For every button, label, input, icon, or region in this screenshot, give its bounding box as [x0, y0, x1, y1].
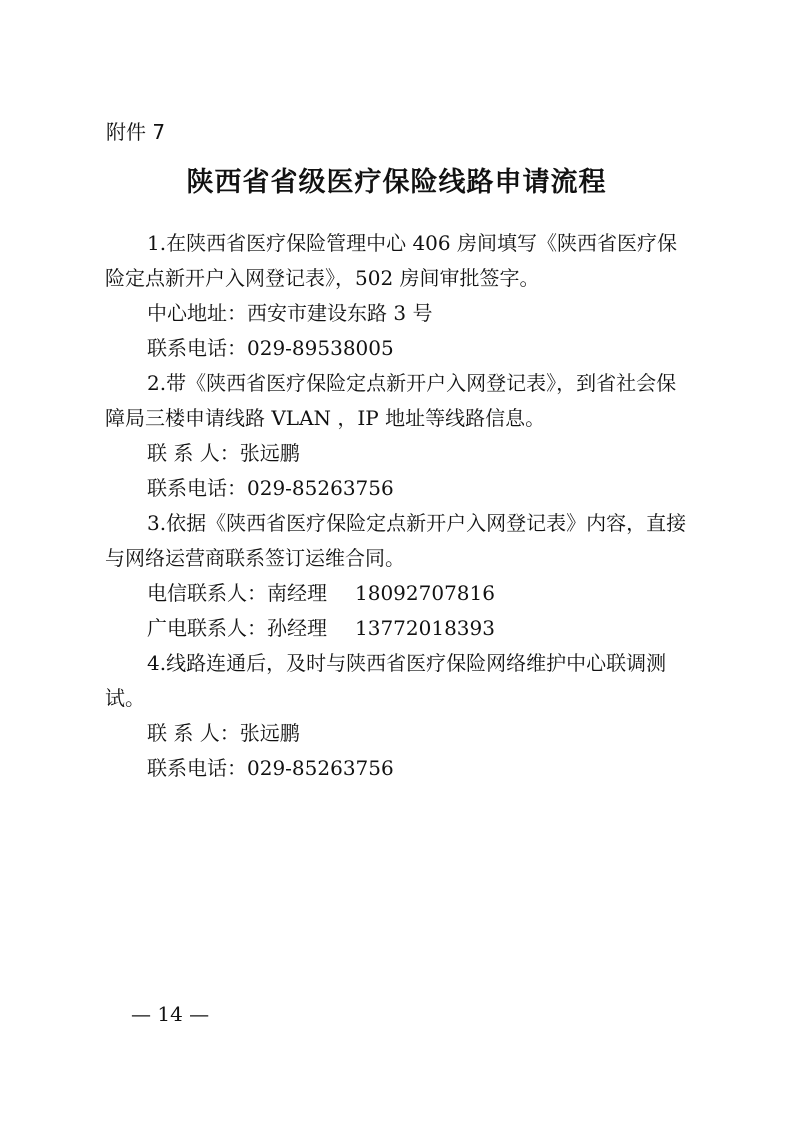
telecom-contact-phone: 18092707816 — [355, 581, 495, 605]
step-4-text: 4.线路连通后，及时与陕西省医疗保险网络维护中心联调测试。 — [105, 651, 667, 710]
page-title: 陕西省省级医疗保险线路申请流程 — [186, 167, 607, 198]
attachment-label: 附件 7 — [106, 120, 166, 144]
document-body — [105, 226, 690, 786]
phone-label: 联系电话： — [147, 476, 247, 500]
step-1-text: 1.在陕西省医疗保险管理中心 406 房间填写《陕西省医疗保险定点新开户入网登记表》，502 房间审批签字。 — [105, 231, 677, 290]
contact-person-label: 联 系 人： — [147, 721, 240, 745]
step-1-phone — [105, 331, 690, 366]
step-2-contact-person — [105, 436, 690, 471]
contact-person-label: 联 系 人： — [147, 441, 240, 465]
address-value: 西安市建设东路 3 号 — [247, 301, 433, 325]
step-3-broadcast-contact — [105, 611, 690, 646]
step-3-text: 3.依据《陕西省医疗保险定点新开户入网登记表》内容，直接与网络运营商联系签订运维合同。 — [105, 511, 687, 570]
telecom-contact-label: 电信联系人： — [147, 581, 267, 605]
broadcast-contact-name: 孙经理 — [267, 616, 327, 640]
step-2-text: 2.带《陕西省医疗保险定点新开户入网登记表》，到省社会保障局三楼申请线路 VLAN ，IP 地址等线路信息。 — [105, 371, 677, 430]
page-number: — 14 — — [131, 1002, 210, 1026]
broadcast-contact-label: 广电联系人： — [147, 616, 267, 640]
step-1-address — [105, 296, 690, 331]
phone-value: 029-85263756 — [247, 476, 394, 500]
telecom-contact-name: 南经理 — [267, 581, 327, 605]
step-4-phone — [105, 751, 690, 786]
step-4-contact-person — [105, 716, 690, 751]
phone-value: 029-89538005 — [247, 336, 394, 360]
step-2-phone — [105, 471, 690, 506]
contact-person-value: 张远鹏 — [239, 721, 300, 745]
phone-label: 联系电话： — [147, 336, 247, 360]
phone-value: 029-85263756 — [247, 756, 394, 780]
step-3-telecom-contact — [105, 576, 690, 611]
broadcast-contact-phone: 13772018393 — [355, 616, 495, 640]
contact-person-value: 张远鹏 — [239, 441, 300, 465]
address-label: 中心地址： — [147, 301, 247, 325]
phone-label: 联系电话： — [147, 756, 247, 780]
